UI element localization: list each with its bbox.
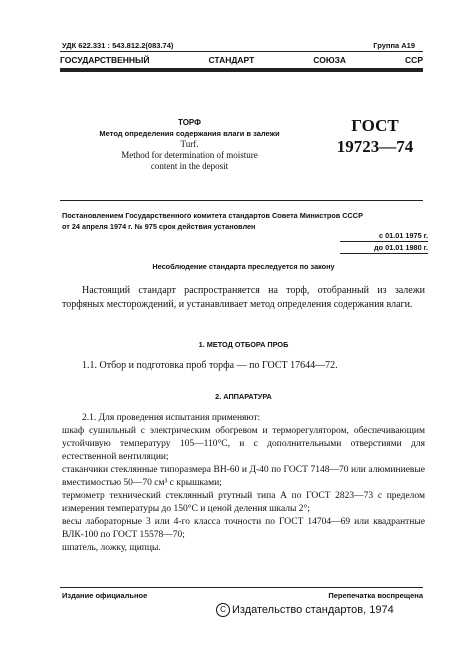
banner-word: ГОСУДАРСТВЕННЫЙ	[60, 55, 150, 65]
top-rule	[60, 51, 423, 52]
thick-rule	[60, 68, 423, 72]
list-item: шкаф сушильный с электрическим обогревом и терморегулятором, обеспечивающим устойчивую температуру 105—110°С, и с дополнительными отверстиями для естественной вентиляции;	[62, 426, 425, 462]
banner-word: СТАНДАРТ	[208, 55, 255, 65]
official-edition: Издание официальное	[62, 591, 148, 600]
gost-number-block	[325, 115, 425, 157]
copyright-line	[216, 603, 394, 617]
list-item: термометр технический стеклянный ртутный типа А по ГОСТ 2823—73 с пределом измерения температуры до 150°С и ценой деления шкалы 2°;	[62, 491, 425, 514]
banner-word: ССР	[405, 55, 423, 65]
decree-line: от 24 апреля 1974 г. № 975 срок действия установлен	[62, 222, 256, 231]
copyright-icon: C	[216, 603, 230, 617]
intro-paragraph: Настоящий стандарт распространяется на торф, отобранный из залежи торфяных месторождений, и устанавливает метод определения содержания влаги.	[62, 285, 425, 310]
gost-label: ГОСТ	[351, 116, 399, 135]
state-standard-banner	[60, 55, 423, 65]
title-ru-sub: Метод определения содержания влаги в залежи	[99, 129, 280, 138]
decree-line: Постановлением Государственного комитета стандартов Совета Министров СССР	[62, 211, 363, 220]
date-to: до 01.01 1980 г.	[340, 242, 428, 254]
validity-dates	[340, 230, 428, 254]
paragraph-2-1: 2.1. Для проведения испытания применяют:	[82, 413, 261, 423]
date-from: с 01.01 1975 г.	[340, 230, 428, 242]
list-item: весы лабораторные 3 или 4-го класса точности по ГОСТ 14704—69 или квадрантные ВЛК-100 по ГОСТ 15578—70;	[62, 517, 425, 540]
violation-notice: Несоблюдение стандарта преследуется по закону	[152, 262, 335, 271]
paragraph-1-1: 1.1. Отбор и подготовка проб торфа — по ГОСТ 17644—72.	[82, 360, 338, 371]
reprint-prohibited: Перепечатка воспрещена	[328, 591, 423, 600]
section-1-heading: 1. МЕТОД ОТБОРА ПРОБ	[198, 340, 289, 349]
section-2-body	[62, 412, 425, 555]
udk-code: УДК 622.331 : 543.812.2(083.74)	[62, 41, 174, 50]
title-en-main: Turf.	[180, 139, 199, 149]
title-en-sub: Method for determination of moisture	[121, 150, 258, 160]
list-item: стаканчики стеклянные типоразмера ВН-60 и Д-40 по ГОСТ 7148—70 или алюминиевые вместимостью 50—70 см³ с крышками;	[62, 465, 425, 488]
middle-rule	[60, 200, 423, 201]
copyright-text: Издательство стандартов, 1974	[232, 604, 394, 616]
decree-text	[62, 210, 427, 232]
banner-word: СОЮЗА	[313, 55, 347, 65]
group-code: Группа А19	[373, 41, 415, 50]
section-2-heading: 2. АППАРАТУРА	[215, 392, 272, 401]
title-ru-main: ТОРФ	[178, 118, 201, 127]
title-block	[62, 117, 317, 172]
list-item: шпатель, ложку, щипцы.	[62, 543, 161, 553]
title-en-sub: content in the deposit	[150, 161, 229, 171]
bottom-rule	[60, 587, 423, 588]
gost-number: 19723—74	[336, 137, 414, 156]
